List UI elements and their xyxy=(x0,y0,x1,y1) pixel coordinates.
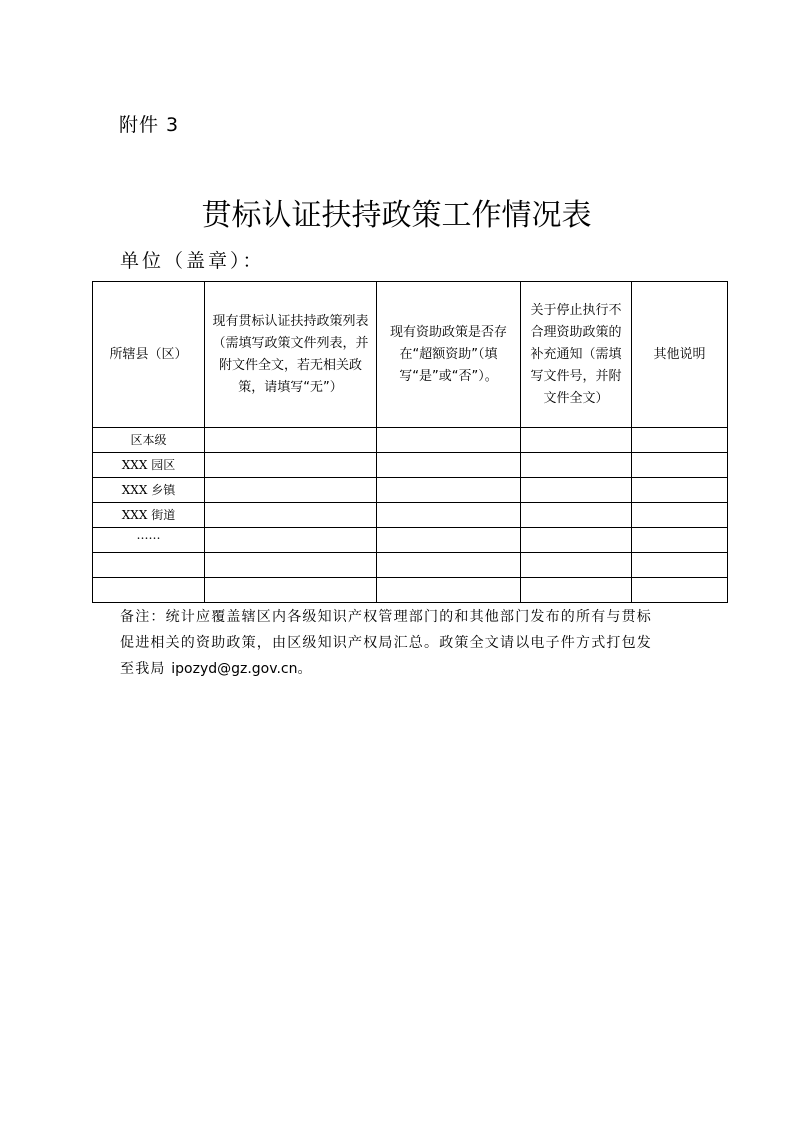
row-notice-cell xyxy=(521,453,632,478)
header-district: 所辖县（区） xyxy=(93,282,205,428)
remarks-line-3-prefix: 至我局 xyxy=(120,661,172,677)
header-existing-policies: 现有贯标认证扶持政策列表（需填写政策文件列表，并附文件全文，若无相关政策，请填写“无”） xyxy=(205,282,377,428)
unit-seal-label: 单位（盖章）： xyxy=(120,250,265,272)
row-policy-cell xyxy=(205,578,377,603)
header-other-notes: 其他说明 xyxy=(632,282,728,428)
header-excess-subsidy: 现有资助政策是否存在“超额资助”（填写“是”或“否”）。 xyxy=(377,282,521,428)
row-notice-cell xyxy=(521,528,632,553)
row-policy-cell xyxy=(205,553,377,578)
row-excess-cell xyxy=(377,453,521,478)
table-row xyxy=(93,428,728,453)
row-notes-cell xyxy=(632,553,728,578)
row-district-cell: …… xyxy=(93,528,205,553)
row-notes-cell xyxy=(632,503,728,528)
table-header-row xyxy=(93,282,728,428)
row-district-cell: XXX 街道 xyxy=(93,503,205,528)
contact-email: ipozyd@gz.gov.cn xyxy=(171,661,298,677)
row-policy-cell xyxy=(205,528,377,553)
row-notes-cell xyxy=(632,428,728,453)
row-notes-cell xyxy=(632,478,728,503)
policy-status-table xyxy=(92,281,728,603)
remarks-line-3 xyxy=(120,656,690,682)
row-policy-cell xyxy=(205,453,377,478)
row-district-cell: XXX 乡镇 xyxy=(93,478,205,503)
table-row xyxy=(93,528,728,553)
page-title: 贯标认证扶持政策工作情况表 xyxy=(201,198,592,233)
row-notice-cell xyxy=(521,553,632,578)
row-excess-cell xyxy=(377,553,521,578)
row-notes-cell xyxy=(632,453,728,478)
row-excess-cell xyxy=(377,478,521,503)
row-district-cell: 区本级 xyxy=(93,428,205,453)
row-notice-cell xyxy=(521,503,632,528)
row-policy-cell xyxy=(205,503,377,528)
table-row xyxy=(93,553,728,578)
table-row xyxy=(93,478,728,503)
row-district-cell xyxy=(93,578,205,603)
row-district-cell: XXX 园区 xyxy=(93,453,205,478)
remarks-note xyxy=(120,604,690,682)
remarks-line-2: 促进相关的资助政策，由区级知识产权局汇总。政策全文请以电子件方式打包发 xyxy=(120,635,652,651)
row-excess-cell xyxy=(377,578,521,603)
row-excess-cell xyxy=(377,528,521,553)
table-row xyxy=(93,453,728,478)
remarks-line-3-suffix: 。 xyxy=(297,661,313,677)
row-excess-cell xyxy=(377,503,521,528)
row-notes-cell xyxy=(632,578,728,603)
header-supplementary-notice: 关于停止执行不合理资助政策的补充通知（需填写文件号，并附文件全文） xyxy=(521,282,632,428)
row-policy-cell xyxy=(205,478,377,503)
row-notice-cell xyxy=(521,578,632,603)
row-policy-cell xyxy=(205,428,377,453)
row-excess-cell xyxy=(377,428,521,453)
row-district-cell xyxy=(93,553,205,578)
table-row xyxy=(93,503,728,528)
remarks-line-1: 备注：统计应覆盖辖区内各级知识产权管理部门的和其他部门发布的所有与贯标 xyxy=(120,609,652,625)
table-row xyxy=(93,578,728,603)
row-notice-cell xyxy=(521,478,632,503)
row-notice-cell xyxy=(521,428,632,453)
attachment-label: 附件 3 xyxy=(119,114,180,136)
row-notes-cell xyxy=(632,528,728,553)
